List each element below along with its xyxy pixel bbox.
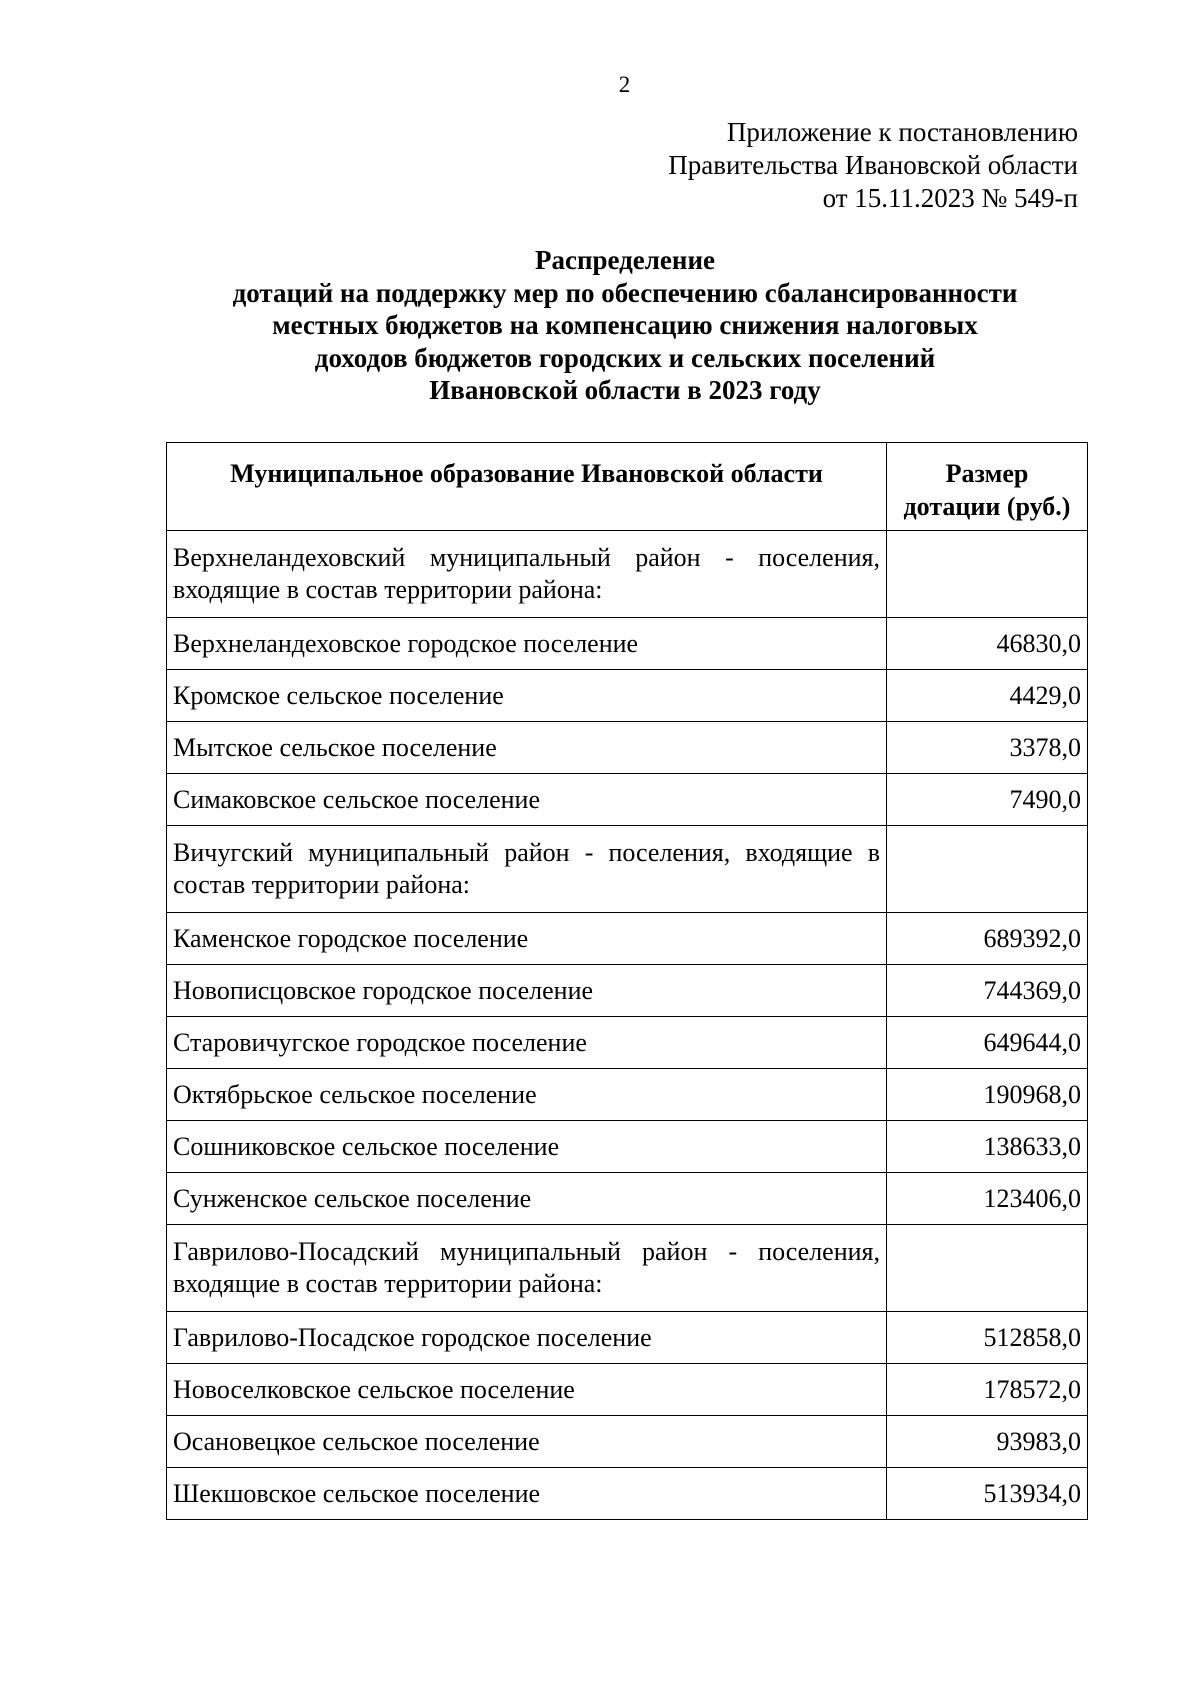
table-row — [167, 913, 1088, 965]
table-row — [167, 1416, 1088, 1468]
group-name: Гаврилово-Посадский муниципальный район - поселения, входящие в состав территории района: — [167, 1225, 887, 1312]
table-row — [167, 774, 1088, 826]
settlement-name: Каменское городское поселение — [167, 913, 887, 965]
amount-cell — [887, 1225, 1088, 1312]
amount-cell: 689392,0 — [887, 913, 1088, 965]
table-group-row — [167, 531, 1088, 618]
settlement-name: Мытское сельское поселение — [167, 722, 887, 774]
table-row — [167, 1364, 1088, 1416]
approval-block — [668, 116, 1078, 215]
table-group-row — [167, 826, 1088, 913]
amount-cell: 190968,0 — [887, 1069, 1088, 1121]
approval-line: от 15.11.2023 № 549-п — [822, 183, 1078, 213]
settlement-name: Сунженское сельское поселение — [167, 1173, 887, 1225]
amount-cell: 513934,0 — [887, 1468, 1088, 1520]
settlement-name: Октябрьское сельское поселение — [167, 1069, 887, 1121]
table-header-row — [167, 443, 1088, 531]
header-amount-line: Размер — [945, 459, 1029, 488]
group-name: Вичугский муниципальный район - поселения, входящие в состав территории района: — [167, 826, 887, 913]
page-number: 2 — [618, 72, 631, 97]
document-title — [150, 244, 1100, 407]
amount-cell: 512858,0 — [887, 1312, 1088, 1364]
approval-line: Правительства Ивановской области — [668, 150, 1078, 180]
table-group-row — [167, 1225, 1088, 1312]
settlement-name: Кромское сельское поселение — [167, 670, 887, 722]
table-row — [167, 618, 1088, 670]
title-line: местных бюджетов на компенсацию снижения налоговых — [272, 310, 978, 340]
amount-cell: 138633,0 — [887, 1121, 1088, 1173]
amount-cell: 7490,0 — [887, 774, 1088, 826]
allocation-table — [166, 442, 1088, 1520]
amount-cell: 4429,0 — [887, 670, 1088, 722]
title-line: дотаций на поддержку мер по обеспечению сбалансированности — [232, 277, 1018, 308]
header-municipality: Муниципальное образование Ивановской области — [167, 443, 887, 531]
amount-cell: 178572,0 — [887, 1364, 1088, 1416]
table-row — [167, 1173, 1088, 1225]
table-row — [167, 722, 1088, 774]
title-line: Распределение — [534, 245, 716, 275]
settlement-name: Гаврилово-Посадское городское поселение — [167, 1312, 887, 1364]
amount-cell: 3378,0 — [887, 722, 1088, 774]
approval-line: Приложение к постановлению — [726, 117, 1078, 147]
table-row — [167, 1312, 1088, 1364]
amount-cell: 649644,0 — [887, 1017, 1088, 1069]
settlement-name: Шекшовское сельское поселение — [167, 1468, 887, 1520]
settlement-name: Новописцовское городское поселение — [167, 965, 887, 1017]
settlement-name: Старовичугское городское поселение — [167, 1017, 887, 1069]
settlement-name: Новоселковское сельское поселение — [167, 1364, 887, 1416]
amount-cell: 93983,0 — [887, 1416, 1088, 1468]
amount-cell: 744369,0 — [887, 965, 1088, 1017]
amount-cell — [887, 531, 1088, 618]
table-row — [167, 1017, 1088, 1069]
header-amount — [887, 443, 1088, 531]
title-line: доходов бюджетов городских и сельских поселений — [314, 342, 936, 373]
amount-cell: 123406,0 — [887, 1173, 1088, 1225]
table-row — [167, 670, 1088, 722]
table-row — [167, 965, 1088, 1017]
table-row — [167, 1468, 1088, 1520]
settlement-name: Сошниковское сельское поселение — [167, 1121, 887, 1173]
header-amount-line: дотации (руб.) — [903, 492, 1071, 521]
group-name: Верхнеландеховский муниципальный район - поселения, входящие в состав территории района: — [167, 531, 887, 618]
table-row — [167, 1121, 1088, 1173]
amount-cell — [887, 826, 1088, 913]
settlement-name: Осановецкое сельское поселение — [167, 1416, 887, 1468]
settlement-name: Верхнеландеховское городское поселение — [167, 618, 887, 670]
title-line: Ивановской области в 2023 году — [429, 375, 821, 405]
settlement-name: Симаковское сельское поселение — [167, 774, 887, 826]
table-row — [167, 1069, 1088, 1121]
amount-cell: 46830,0 — [887, 618, 1088, 670]
